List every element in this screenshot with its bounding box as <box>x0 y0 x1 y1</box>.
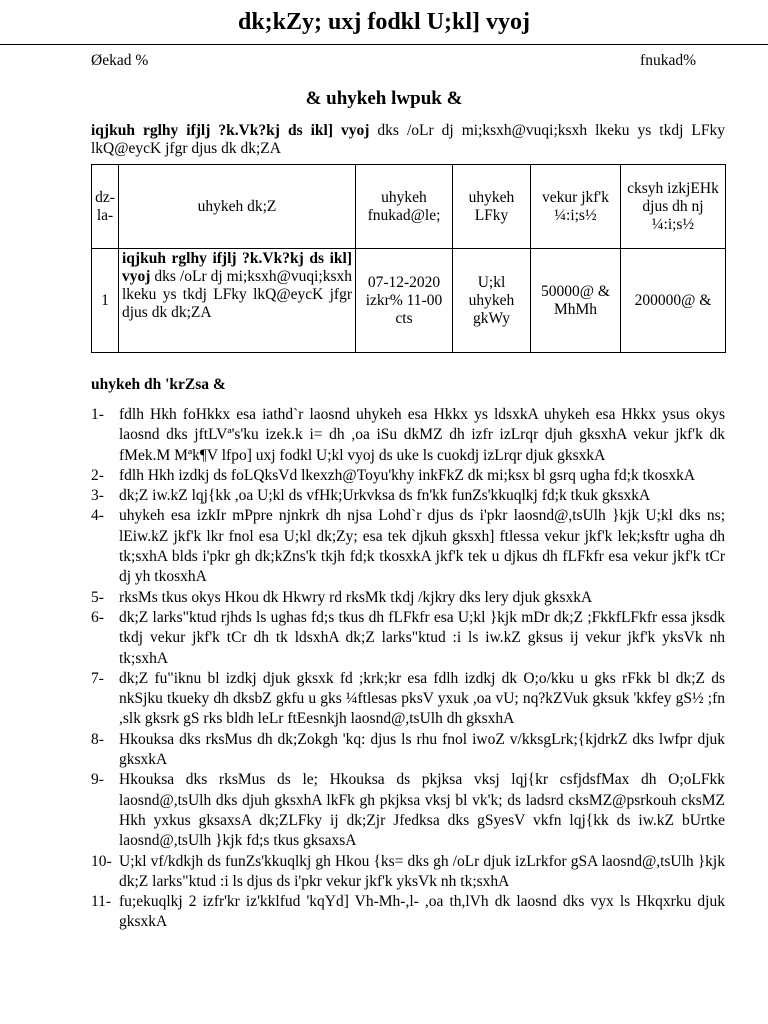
notice-title: & uhykeh lwpuk & <box>305 88 463 109</box>
term-number: 9- <box>91 771 104 789</box>
header-divider <box>0 44 768 45</box>
list-item <box>91 608 725 669</box>
header-deposit-amount: vekur jkf'k ¼:i;s½ <box>531 165 621 249</box>
list-item <box>91 405 725 466</box>
cell-starting-bid: 200000@ & <box>621 249 726 353</box>
term-number: 4- <box>91 507 104 525</box>
term-number: 1- <box>91 406 104 423</box>
intro-paragraph <box>91 122 725 158</box>
list-item <box>91 466 725 486</box>
header-auction-work: uhykeh dk;Z <box>119 165 356 249</box>
header-auction-place: uhykeh LFky <box>453 165 531 249</box>
list-item <box>91 486 725 506</box>
term-text: dk;Z fu"iknu bl izdkj djuk gksxk fd ;krk;kr esa fdlh izdkj dk O;o/kku u gks rFkk bl dk;Z ds nkSjku tkueky dh dksbZ gkfu u gks ¼ftlesas pksV yxuk ,oa vU; nq?kZVuk gksuk 'kkfey gS½ ;fn ,slk gksrk gS rks bldh leLr ftEesnkjh laosnd@,tsUlh dh gksxhA <box>119 669 725 728</box>
term-number: 2- <box>91 466 104 484</box>
term-text: fu;ekuqlkj 2 izfr'kr iz'kklfud 'kqYd] Vh-Mh-,l- ,oa th,lVh dk laosnd dks vyx ls Hkqxrku djuk gksxkA <box>119 893 725 931</box>
list-item <box>91 892 725 933</box>
intro-text: dks /oLr dj mi;ksxh@vuqi;ksxh lkeku ys tkdj LFky lkQ@eycK jfgr djus dk dk;ZA <box>91 122 725 157</box>
auction-table <box>91 164 726 353</box>
term-number: 11- <box>91 893 112 911</box>
term-number: 8- <box>91 730 104 748</box>
term-text: uhykeh esa izkIr mPpre njnkrk dh njsa Lohd`r djus ds i'pkr laosnd@,tsUlh }kjk U;kl dks ns; lEiw.kZ jkf'k lkr fnol esa U;kl dk;Zy; esa tek djkuh gksxh] ftlessa vekur jkf'k lek;ksftr ugha dh tk;sxhA blds i'pkr gh dk;kZns'k tkjh fd;k tkosxkA jkf'k tek u djkus dh fLFkfr esa vekur jkf'k tCr dj yh tkosxhA <box>119 507 725 586</box>
cell-work-location: iqjkuh rglhy ifjlj ?k.Vk?kj ds ikl] vyoj <box>122 250 352 285</box>
list-item <box>91 770 725 851</box>
term-text: Hkouksa dks rksMus ds le; Hkouksa ds pkjksa vksj lqj{kr csfjdsfMax dh O;oLFkk laosnd@,tsUlh dks djuh gksxhA lkFk gh pkjksa vksj bl vk'k; ds ladsrd cksMZ@psrkouh cksMZ Hkh yxkus gksaxsA dk;ZLFky ij dk;Zjr Jfedksa dks gSyesV vkfn lqj{kk ds iw.kZ bUrtke laosnd@,tsUlh }kjk fd;s tkus gksaxsA <box>119 771 725 850</box>
table-row <box>92 249 726 353</box>
terms-list <box>91 405 725 933</box>
table-header-row <box>92 165 726 249</box>
header-auction-date-time: uhykeh fnukad@le; <box>356 165 453 249</box>
date-label: fnukad% <box>640 52 696 69</box>
term-text: dk;Z iw.kZ lqj{kk ,oa U;kl ds vfHk;Urkvksa ds fn'kk funZs'kkuqlkj fd;k tkuk gksxkA <box>119 487 651 505</box>
term-number: 6- <box>91 608 104 626</box>
header-serial-no: dz-la- <box>92 165 119 249</box>
term-text: Hkouksa dks rksMus dh dk;Zokgh 'kq: djus ls rhu fnol iwoZ v/kksgLrk;{kjdrkZ dks lwfpr djuk gksxkA <box>119 730 725 769</box>
term-text: rksMs tkus okys Hkou dk Hkwry rd rksMk tkdj /kjkry dks lery djuk gksxkA <box>119 588 593 606</box>
term-text: U;kl vf/kdkjh ds funZs'kkuqlkj gh Hkou {ks= dks gh /oLr djuk izLrkfor gSA laosnd@,tsUlh }kjk dk;Z larks"ktud :i ls djus ds i'pkr vekur jkf'k yksVk nh tk;sxhA <box>119 852 725 890</box>
cell-auction-work <box>119 249 356 353</box>
term-number: 7- <box>91 669 104 687</box>
list-item <box>91 669 725 730</box>
term-text: dk;Z larks"ktud rjhds ls ughas fd;s tkus dh fLFkfr esa U;kl }kjk mDr dk;Z ;FkkfLFkfr essa jksdk tkdj vekur jkf'k tCr dh tk ldsxhA dk;Z larks"ktud :i ls iw.kZ gksus ij vekur jkf'k yksVk nh tk;sxhA <box>119 608 725 667</box>
list-item <box>91 730 725 771</box>
cell-deposit: 50000@ & MhMh <box>531 249 621 353</box>
list-item <box>91 588 725 608</box>
header-starting-bid: cksyh izkjEHk djus dh nj ¼:i;s½ <box>621 165 726 249</box>
cell-place: U;kl uhykeh gkWy <box>453 249 531 353</box>
term-number: 3- <box>91 487 104 505</box>
list-item <box>91 506 725 587</box>
reference-number-label: Øekad % <box>91 52 149 69</box>
term-number: 10- <box>91 852 112 870</box>
intro-location: iqjkuh rglhy ifjlj ?k.Vk?kj ds ikl] vyoj <box>91 122 370 139</box>
cell-date-time: 07-12-2020 izkr% 11-00 cts <box>356 249 453 353</box>
terms-heading: uhykeh dh 'krZsa & <box>91 376 226 393</box>
term-text: fdlh Hkh izdkj ds foLQksVd lkexzh@Toyu'khy inkFkZ dk mi;ksx bl gsrq ugha fd;k tkosxkA <box>119 466 696 484</box>
page-title: dk;kZy; uxj fodkl U;kl] vyoj <box>237 9 531 35</box>
term-text: fdlh Hkh foHkkx esa iathd`r laosnd uhykeh esa Hkkx ys ldsxkA uhykeh esa Hkkx ysus okys laosnd dks jftLVª's'ku izek.k i= dh ,oa iSu dkMZ dh izfr izLrqr djuh gksxhA vekur jkf'k dk fMek.M Mªk¶V lfpo] uxj fodkl U;kl vyoj ds uke ls cuokdj izLrqr djuk gksxkA <box>119 406 725 464</box>
term-number: 5- <box>91 588 104 606</box>
cell-work-text: dks /oLr dj mi;ksxh@vuqi;ksxh lkeku ys tkdj LFky lkQ@eycK jfgr djus dk dk;ZA <box>122 268 352 321</box>
cell-serial-no: 1 <box>92 249 119 353</box>
list-item <box>91 852 725 893</box>
